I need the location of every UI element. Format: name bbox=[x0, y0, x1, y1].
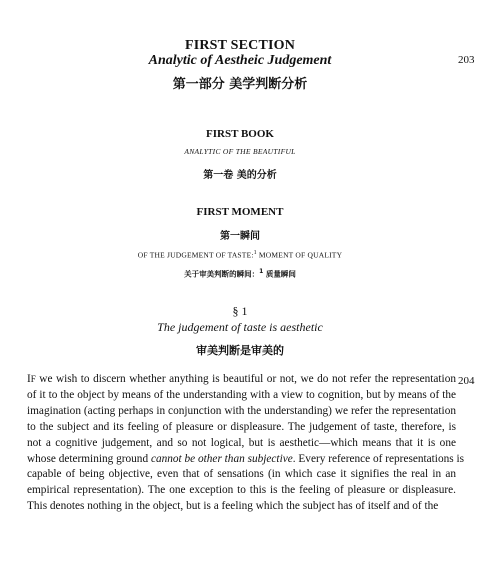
body-line-7: capable of being objective, even that of sensations (in which case it signifies the real in an bbox=[27, 468, 456, 481]
book-subtitle: ANALYTIC OF THE BEAUTIFUL bbox=[184, 147, 296, 156]
paragraph-number: § 1 bbox=[232, 304, 248, 318]
moment-subtitle bbox=[0, 250, 480, 260]
body-line-1 bbox=[27, 372, 456, 388]
section-title: FIRST SECTION bbox=[184, 38, 296, 53]
moment-subtitle-part-b: MOMENT OF QUALITY bbox=[256, 250, 343, 260]
body-line-6-b: . Every reference of representations is bbox=[292, 452, 465, 465]
footnote-mark[interactable]: 1 bbox=[253, 250, 257, 256]
moment-chinese-subtitle-part-a: 关于审美判断的瞬间： bbox=[184, 269, 260, 279]
body-paragraph bbox=[27, 372, 465, 515]
moment-chinese-subtitle-part-b: 质量瞬间 bbox=[263, 269, 296, 279]
body-line-6-italic: cannot be other than subjective bbox=[150, 452, 293, 465]
body-line-9: This denotes nothing in the object, but is a feeling which the subject has of itself and of the bbox=[27, 500, 439, 513]
footnote-mark-cn: 1 bbox=[259, 268, 264, 275]
drop-cap: I bbox=[27, 373, 31, 385]
body-line-6-a: whose determining ground bbox=[27, 452, 151, 465]
book-title: FIRST BOOK bbox=[206, 128, 274, 140]
moment-chinese-subtitle bbox=[0, 268, 480, 280]
paragraph-chinese-title: 审美判断是审美的 bbox=[196, 344, 284, 357]
body-line-2: of it to the object by means of the understanding with a view to cognition, but by means of the bbox=[27, 388, 456, 401]
small-caps-letter: F bbox=[30, 374, 36, 384]
body-line-6 bbox=[27, 452, 465, 468]
body-line-1-text: we wish to discern whether anything is beautiful or not, we do not refer the representation bbox=[35, 373, 456, 385]
section-subtitle: Analytic of Aestheic Judgement bbox=[148, 53, 332, 68]
page-number-203: 203 bbox=[458, 54, 475, 66]
body-line-5: not a cognitive judgement, and so not logical, but is aesthetic—which means that it is one bbox=[27, 436, 456, 449]
section-chinese-title: 第一部分 美学判断分析 bbox=[172, 77, 308, 92]
page-number-204: 204 bbox=[458, 375, 475, 387]
moment-title: FIRST MOMENT bbox=[196, 206, 284, 218]
book-chinese-title: 第一卷 美的分析 bbox=[203, 170, 277, 181]
paragraph-title: The judgement of taste is aesthetic bbox=[157, 320, 323, 334]
body-line-8: empirical representation). The one exception to this is the feeling of pleasure or displeasure. bbox=[27, 484, 456, 497]
moment-chinese-title: 第一瞬间 bbox=[220, 231, 260, 242]
body-line-4: to the subject and its feeling of pleasure or displeasure. The judgement of taste, therefore, is bbox=[27, 420, 456, 433]
body-line-3: imagination (acting perhaps in conjunction with the understanding) we refer the representation bbox=[27, 404, 456, 417]
moment-subtitle-part-a: OF THE JUDGEMENT OF TASTE: bbox=[137, 250, 254, 260]
